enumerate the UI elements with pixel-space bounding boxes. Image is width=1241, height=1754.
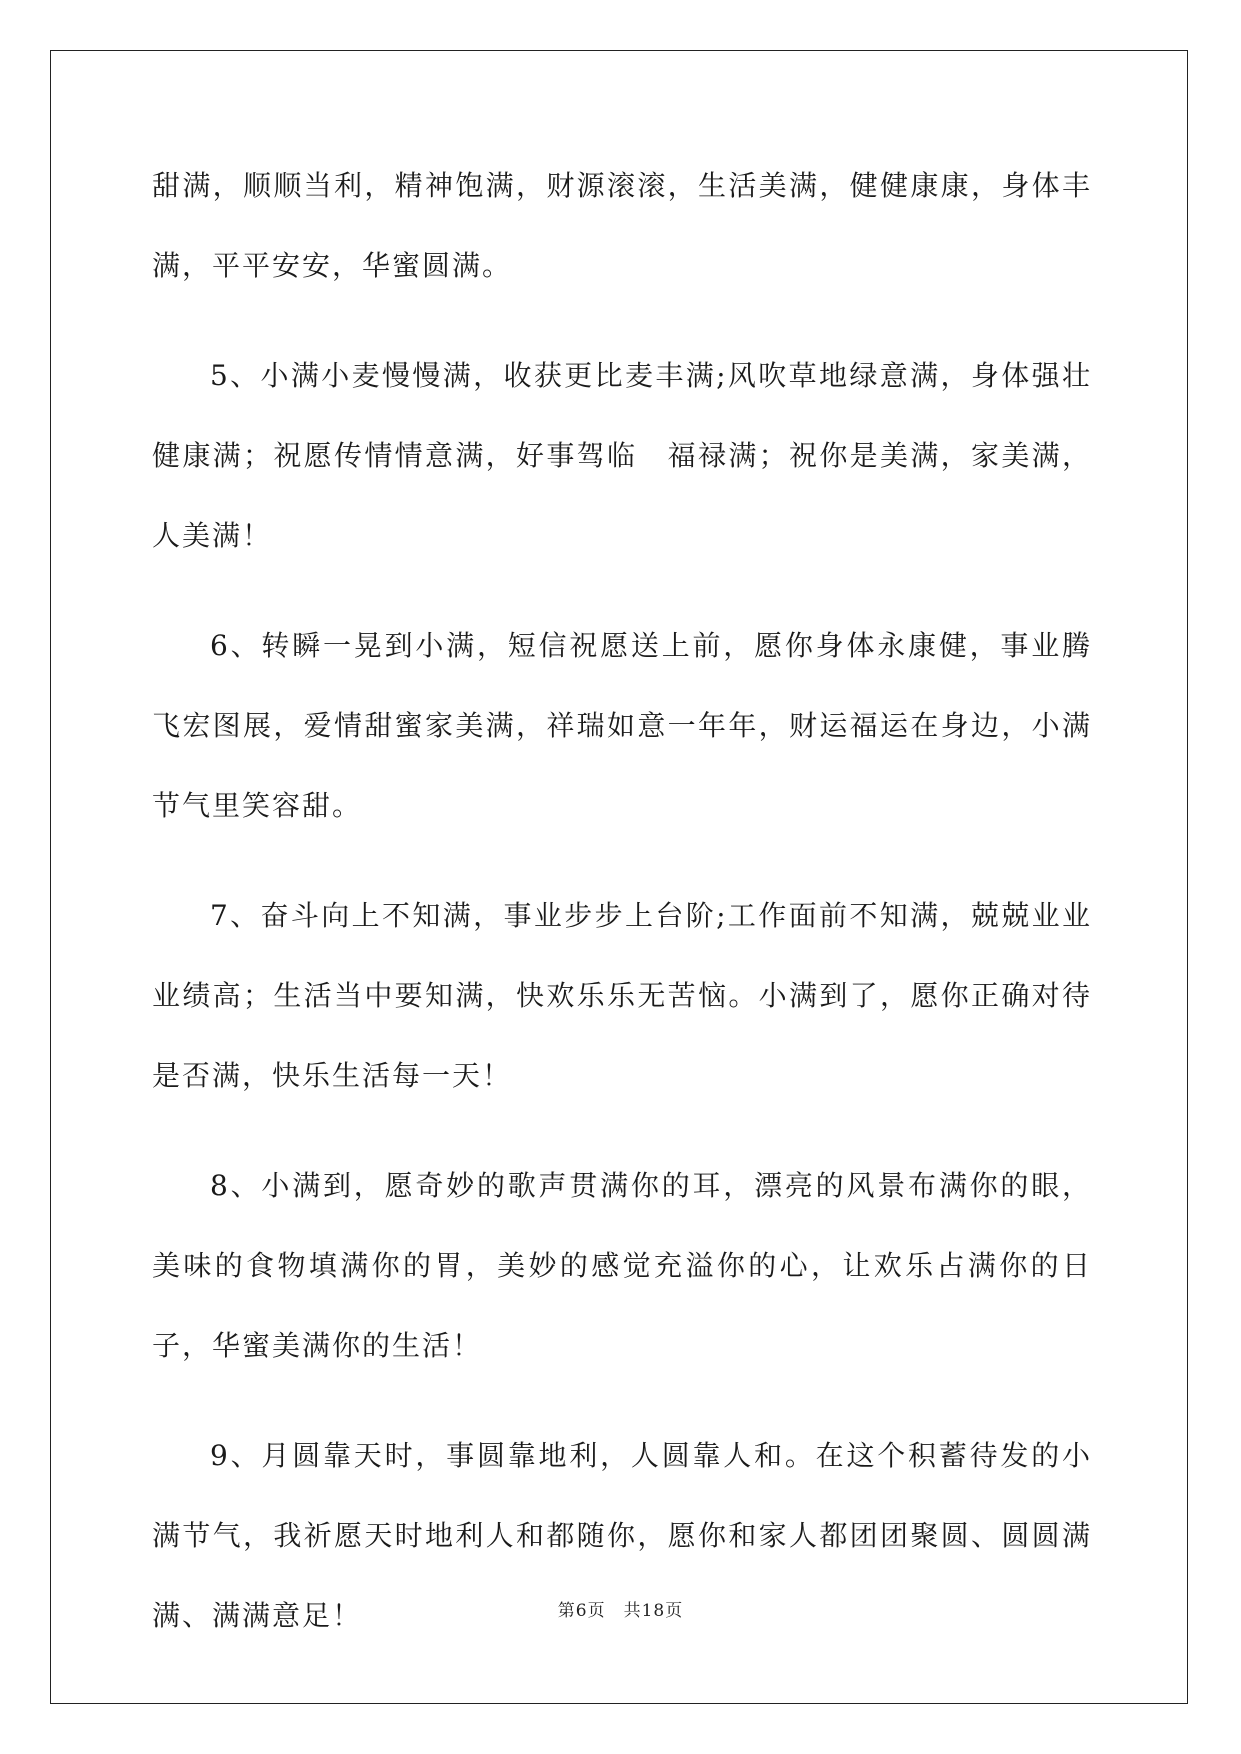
paragraph-item-9: 9、月圆靠天时，事圆靠地利，人圆靠人和。在这个积蓄待发的小满节气，我祈愿天时地利人和都随你，愿你和家人都团团聚圆、圆圆满满、满满意足！	[152, 1439, 1092, 1632]
document-body	[152, 150, 1092, 1686]
paragraph-item-5: 5、小满小麦慢慢满，收获更比麦丰满;风吹草地绿意满，身体强壮健康满；祝愿传情情意满，好事驾临 福禄满；祝你是美满，家美满，人美满！	[152, 359, 1092, 552]
page-number-footer: 第6页 共18页	[557, 1601, 684, 1621]
paragraph-continuation: 甜满，顺顺当利，精神饱满，财源滚滚，生活美满，健健康康，身体丰满，平平安安，华蜜圆满。	[152, 169, 1092, 282]
paragraph-item-6: 6、转瞬一晃到小满，短信祝愿送上前，愿你身体永康健，事业腾飞宏图展，爱情甜蜜家美满，祥瑞如意一年年，财运福运在身边，小满节气里笑容甜。	[152, 629, 1092, 822]
paragraph-item-7: 7、奋斗向上不知满，事业步步上台阶;工作面前不知满，兢兢业业业绩高；生活当中要知满，快欢乐乐无苦恼。小满到了，愿你正确对待是否满，快乐生活每一天！	[152, 899, 1092, 1092]
paragraph-item-8: 8、小满到，愿奇妙的歌声贯满你的耳，漂亮的风景布满你的眼，美味的食物填满你的胃，美妙的感觉充溢你的心，让欢乐占满你的日子，华蜜美满你的生活！	[152, 1169, 1092, 1362]
